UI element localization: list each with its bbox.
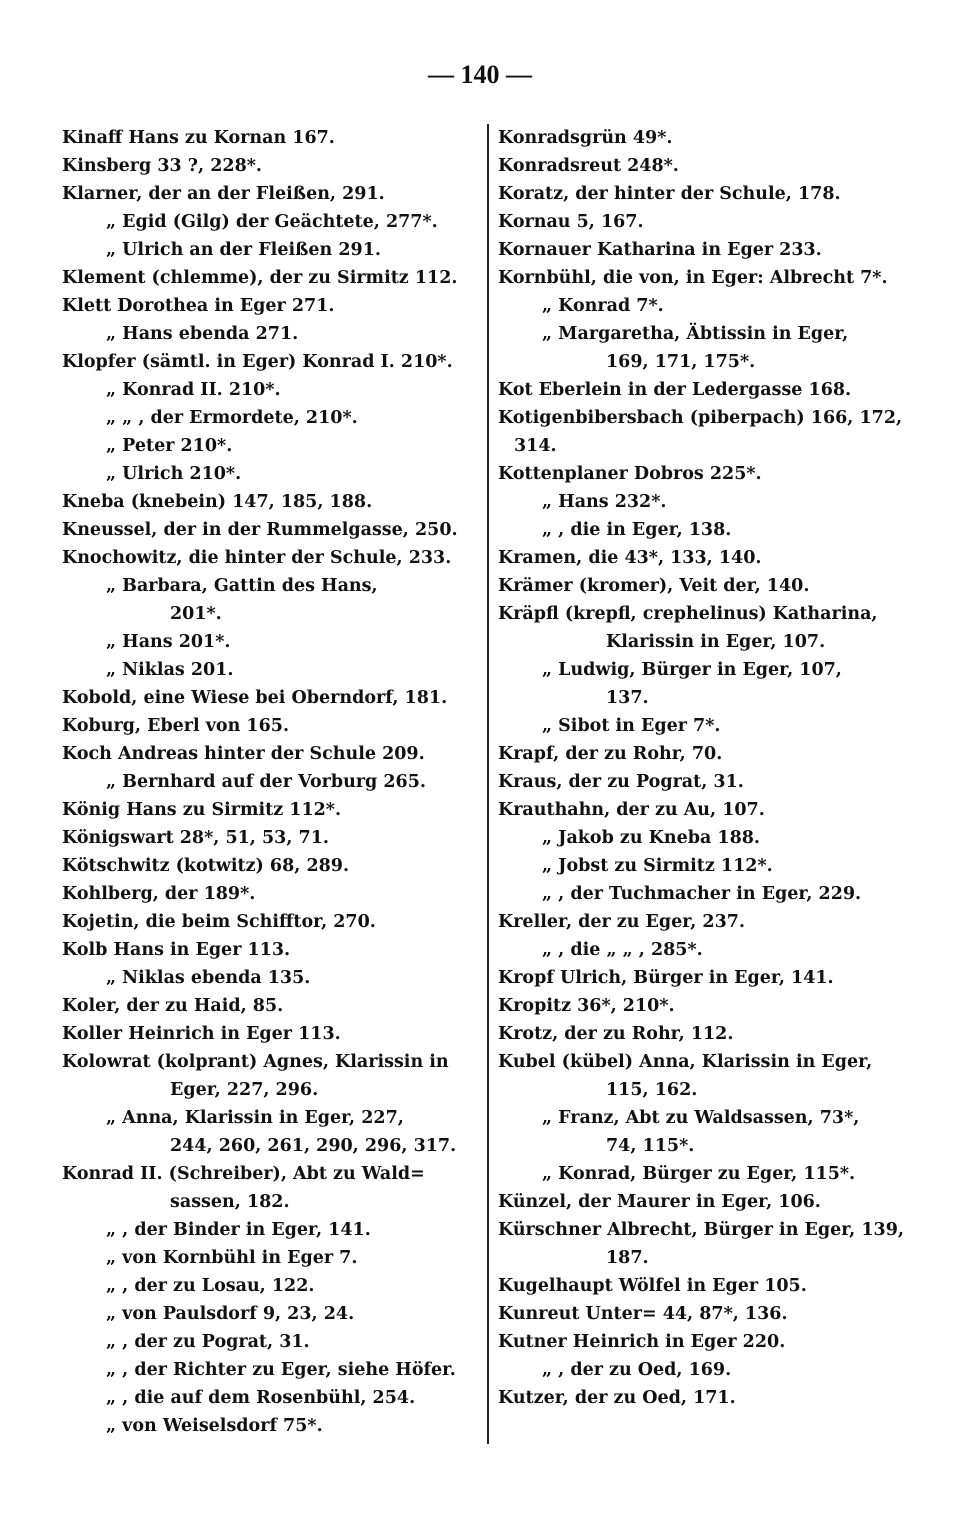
index-entry: Kornbühl, die von, in Eger: Albrecht 7*. [498, 268, 888, 288]
index-entry: Koler, der zu Haid, 85. [62, 996, 284, 1016]
index-entry: Krämer (kromer), Veit der, 140. [498, 576, 810, 596]
index-entry: Kubel (kübel) Anna, Klarissin in Eger, [498, 1052, 873, 1072]
index-entry: 137. [606, 688, 649, 708]
index-entry: Kräpfl (krepfl, crephelinus) Katharina, [498, 604, 878, 624]
index-entry: König Hans zu Sirmitz 112*. [62, 800, 342, 820]
index-entry: Kneba (knebein) 147, 185, 188. [62, 492, 373, 512]
index-column-right [498, 124, 918, 1412]
index-entry: „ , der zu Losau, 122. [106, 1276, 315, 1296]
index-entry: „ Ulrich an der Fleißen 291. [106, 240, 381, 260]
index-entry: „ , der Richter zu Eger, siehe Höfer. [106, 1360, 456, 1380]
index-entry: Kutzer, der zu Oed, 171. [498, 1388, 736, 1408]
index-entry: „ Hans 201*. [106, 632, 231, 652]
index-entry: „ , der Tuchmacher in Eger, 229. [542, 884, 862, 904]
index-entry: Krauthahn, der zu Au, 107. [498, 800, 765, 820]
index-entry: Klarner, der an der Fleißen, 291. [62, 184, 385, 204]
index-entry: Klarissin in Eger, 107. [606, 632, 826, 652]
index-entry: „ Sibot in Eger 7*. [542, 716, 721, 736]
index-entry: „ „ , der Ermordete, 210*. [106, 408, 358, 428]
index-entry: „ Jakob zu Kneba 188. [542, 828, 761, 848]
index-entry: „ Barbara, Gattin des Hans, [106, 576, 378, 596]
index-entry: Kutner Heinrich in Eger 220. [498, 1332, 786, 1352]
index-entry: 74, 115*. [606, 1136, 695, 1156]
index-entry: Kunreut Unter= 44, 87*, 136. [498, 1304, 788, 1324]
index-entry: „ Bernhard auf der Vorburg 265. [106, 772, 426, 792]
index-entry: Klement (chlemme), der zu Sirmitz 112. [62, 268, 458, 288]
index-entry: Klopfer (sämtl. in Eger) Konrad I. 210*. [62, 352, 453, 372]
index-entry: Koch Andreas hinter der Schule 209. [62, 744, 425, 764]
index-entry: Kramen, die 43*, 133, 140. [498, 548, 762, 568]
index-entry: Kötschwitz (kotwitz) 68, 289. [62, 856, 350, 876]
index-entry: Kneussel, der in der Rummelgasse, 250. [62, 520, 458, 540]
index-entry: Kropitz 36*, 210*. [498, 996, 675, 1016]
index-entry: „ , der zu Oed, 169. [542, 1360, 732, 1380]
index-entry: Kürschner Albrecht, Bürger in Eger, 139, [498, 1220, 904, 1240]
index-entry: „ Niklas ebenda 135. [106, 968, 311, 988]
index-entry: Konradsreut 248*. [498, 156, 679, 176]
index-entry: Konrad II. (Schreiber), Abt zu Wald= [62, 1164, 425, 1184]
index-entry: „ Ludwig, Bürger in Eger, 107, [542, 660, 842, 680]
index-entry: Kotigenbibersbach (piberpach) 166, 172, [498, 408, 903, 428]
index-entry: „ Egid (Gilg) der Geächtete, 277*. [106, 212, 438, 232]
index-entry: 314. [514, 436, 557, 456]
index-entry: „ Konrad, Bürger zu Eger, 115*. [542, 1164, 856, 1184]
index-entry: Koller Heinrich in Eger 113. [62, 1024, 341, 1044]
index-entry: 201*. [170, 604, 222, 624]
index-entry: „ Anna, Klarissin in Eger, 227, [106, 1108, 404, 1128]
page-number: — 140 — [428, 60, 532, 89]
index-entry: Kornauer Katharina in Eger 233. [498, 240, 822, 260]
index-entry: 115, 162. [606, 1080, 698, 1100]
index-entry: „ , die auf dem Rosenbühl, 254. [106, 1388, 416, 1408]
index-entry: Konradsgrün 49*. [498, 128, 673, 148]
index-entry: Künzel, der Maurer in Eger, 106. [498, 1192, 821, 1212]
index-entry: Kot Eberlein in der Ledergasse 168. [498, 380, 852, 400]
index-entry: „ Ulrich 210*. [106, 464, 242, 484]
index-entry: Kreller, der zu Eger, 237. [498, 912, 746, 932]
index-entry: Kohlberg, der 189*. [62, 884, 256, 904]
index-entry: Kornau 5, 167. [498, 212, 644, 232]
index-entry: Kobold, eine Wiese bei Oberndorf, 181. [62, 688, 448, 708]
index-entry: „ , die „ „ , 285*. [542, 940, 703, 960]
index-entry: Kinsberg 33 ?, 228*. [62, 156, 263, 176]
index-entry: „ Konrad 7*. [542, 296, 664, 316]
index-entry: Kraus, der zu Pograt, 31. [498, 772, 744, 792]
index-entry: sassen, 182. [170, 1192, 290, 1212]
index-entry: Kugelhaupt Wölfel in Eger 105. [498, 1276, 807, 1296]
index-entry: „ von Kornbühl in Eger 7. [106, 1248, 358, 1268]
index-entry: Königswart 28*, 51, 53, 71. [62, 828, 329, 848]
index-entry: 169, 171, 175*. [606, 352, 756, 372]
index-entry: Kropf Ulrich, Bürger in Eger, 141. [498, 968, 834, 988]
index-entry: Koburg, Eberl von 165. [62, 716, 290, 736]
index-entry: Kolb Hans in Eger 113. [62, 940, 291, 960]
index-entry: Koratz, der hinter der Schule, 178. [498, 184, 841, 204]
index-entry: „ von Paulsdorf 9, 23, 24. [106, 1304, 355, 1324]
index-entry: Kottenplaner Dobros 225*. [498, 464, 762, 484]
index-entry: „ Konrad II. 210*. [106, 380, 281, 400]
index-entry: Krotz, der zu Rohr, 112. [498, 1024, 734, 1044]
column-divider [487, 124, 489, 1444]
index-entry: „ Hans ebenda 271. [106, 324, 299, 344]
index-entry: 187. [606, 1248, 649, 1268]
index-entry: Kojetin, die beim Schifftor, 270. [62, 912, 376, 932]
index-entry: Kolowrat (kolprant) Agnes, Klarissin in [62, 1052, 449, 1072]
index-entry: „ Franz, Abt zu Waldsassen, 73*, [542, 1108, 860, 1128]
index-entry: „ , der Binder in Eger, 141. [106, 1220, 371, 1240]
index-column-left [62, 124, 480, 1440]
index-entry: „ von Weiselsdorf 75*. [106, 1416, 323, 1436]
index-entry: Klett Dorothea in Eger 271. [62, 296, 335, 316]
index-entry: Kinaff Hans zu Kornan 167. [62, 128, 335, 148]
index-entry: Krapf, der zu Rohr, 70. [498, 744, 723, 764]
index-entry: „ , der zu Pograt, 31. [106, 1332, 310, 1352]
index-entry: 244, 260, 261, 290, 296, 317. [170, 1136, 457, 1156]
index-entry: Eger, 227, 296. [170, 1080, 319, 1100]
index-entry: Knochowitz, die hinter der Schule, 233. [62, 548, 452, 568]
index-entry: „ Margaretha, Äbtissin in Eger, [542, 324, 849, 344]
index-entry: „ Hans 232*. [542, 492, 667, 512]
index-entry: „ Peter 210*. [106, 436, 233, 456]
index-entry: „ , die in Eger, 138. [542, 520, 732, 540]
index-entry: „ Jobst zu Sirmitz 112*. [542, 856, 773, 876]
index-entry: „ Niklas 201. [106, 660, 234, 680]
